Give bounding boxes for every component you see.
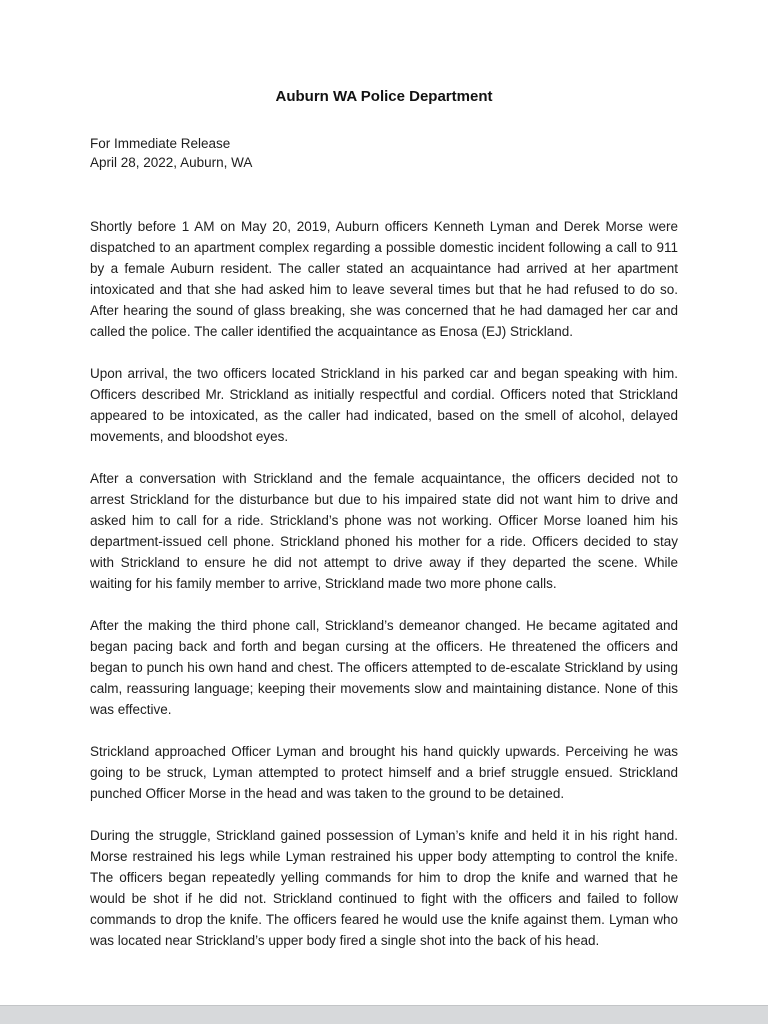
date-line: April 28, 2022, Auburn, WA [90, 155, 253, 170]
release-meta [90, 134, 678, 172]
paragraph-1: Shortly before 1 AM on May 20, 2019, Auburn officers Kenneth Lyman and Derek Morse were dispatched to an apartment complex regarding a possible domestic incident following a call to 911 by a female Auburn resident. The caller stated an acquaintance had arrived at her apartment intoxicated and that she had asked him to leave several times but that he had refused to do so. After hearing the sound of glass breaking, she was concerned that he had damaged her car and called the police. The caller identified the acquaintance as Enosa (EJ) Strickland. [90, 219, 678, 339]
release-line: For Immediate Release [90, 136, 231, 151]
paragraph-3: After a conversation with Strickland and the female acquaintance, the officers decided not to arrest Strickland for the disturbance but due to his impaired state did not want him to drive and asked him to call for a ride. Strickland’s phone was not working. Officer Morse loaned him his department-issued cell phone. Strickland phoned his mother for a ride. Officers decided to stay with Strickland to ensure he did not attempt to drive away if they departed the scene. While waiting for his family member to arrive, Strickland made two more phone calls. [90, 471, 678, 591]
document-body [90, 216, 678, 951]
paragraph-2: Upon arrival, the two officers located Strickland in his parked car and began speaking with him. Officers described Mr. Strickland as initially respectful and cordial. Officers noted that Strickland appeared to be intoxicated, as the caller had indicated, based on the smell of alcohol, delayed movements, and bloodshot eyes. [90, 366, 678, 444]
paragraph-4: After the making the third phone call, Strickland’s demeanor changed. He became agitated and began pacing back and forth and began cursing at the officers. He threatened the officers and began to punch his own hand and chest. The officers attempted to de-escalate Strickland by using calm, reassuring language; keeping their movements slow and maintaining distance. None of this was effective. [90, 618, 678, 717]
page-gap-divider [0, 1005, 768, 1024]
paragraph-6: During the struggle, Strickland gained possession of Lyman’s knife and held it in his right hand. Morse restrained his legs while Lyman restrained his upper body attempting to control the knife. The officers began repeatedly yelling commands for him to drop the knife and warned that he would be shot if he did not. Strickland continued to fight with the officers and failed to follow commands to drop the knife. The officers feared he would use the knife against them. Lyman who was located near Strickland’s upper body fired a single shot into the back of his head. [90, 828, 678, 948]
document-title: Auburn WA Police Department [275, 88, 493, 105]
paragraph-5: Strickland approached Officer Lyman and brought his hand quickly upwards. Perceiving he was going to be struck, Lyman attempted to protect himself and a brief struggle ensued. Strickland punched Officer Morse in the head and was taken to the ground to be detained. [90, 744, 678, 801]
